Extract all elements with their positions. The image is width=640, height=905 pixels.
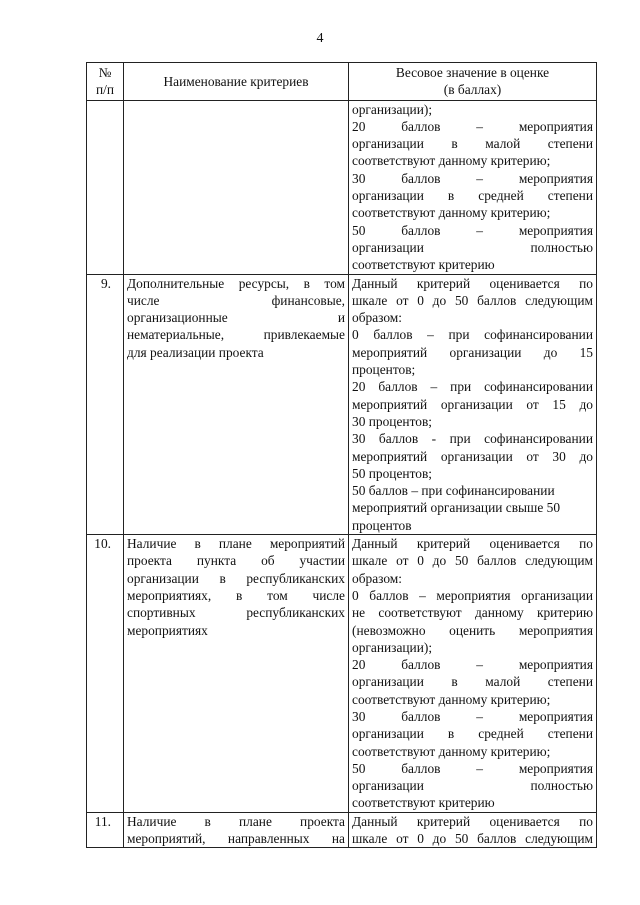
- criterion-weight: [349, 535, 597, 813]
- criterion-weight-line: организации полностью: [352, 778, 593, 794]
- criterion-name-line: для реализации проекта: [127, 344, 264, 360]
- criterion-name-line: мероприятий, направленных на: [127, 831, 345, 847]
- table-header-row: [87, 63, 597, 101]
- criterion-name-line: мероприятиях, в том числе: [127, 587, 345, 603]
- criterion-name-line: проекта пункта об участии: [127, 553, 345, 569]
- criterion-weight-line: шкале от 0 до 50 баллов следующим: [352, 553, 593, 569]
- criterion-weight-line: 50 баллов – при софинансировании: [352, 483, 555, 499]
- criterion-weight-line: соответствуют данному критерию;: [352, 153, 551, 169]
- criterion-weight-line: 0 баллов – мероприятия организации: [352, 587, 593, 603]
- criterion-weight-line: соответствуют данному критерию;: [352, 691, 551, 707]
- criterion-name: [124, 535, 349, 813]
- criterion-weight: [349, 812, 597, 847]
- criterion-weight-line: соответствуют критерию: [352, 257, 495, 273]
- criterion-weight: [349, 274, 597, 534]
- criterion-weight-line: шкале от 0 до 50 баллов следующим: [352, 292, 593, 308]
- criterion-name: [124, 812, 349, 847]
- criterion-weight-line: 20 баллов – мероприятия: [352, 118, 593, 134]
- criterion-name-line: нематериальные, привлекаемые: [127, 327, 345, 343]
- criterion-weight-line: 50 баллов – мероприятия: [352, 222, 593, 238]
- header-num-line: №: [98, 65, 112, 80]
- criterion-name: [124, 100, 349, 274]
- criterion-weight-line: шкале от 0 до 50 баллов следующим: [352, 831, 593, 847]
- criterion-weight-line: 50 баллов – мероприятия: [352, 760, 593, 776]
- criterion-weight-line: образом:: [352, 570, 402, 586]
- criteria-table: [86, 62, 597, 848]
- criterion-weight-line: процентов;: [352, 362, 416, 378]
- criterion-weight-line: 0 баллов – при софинансировании: [352, 327, 593, 343]
- criterion-weight-line: организации в малой степени: [352, 674, 593, 690]
- criterion-weight-line: не соответствуют данному критерию: [352, 605, 593, 621]
- criterion-weight-line: организации);: [352, 101, 433, 117]
- table-row: [87, 535, 597, 813]
- criterion-weight-line: 20 баллов – при софинансировании: [352, 379, 593, 395]
- header-num-line: п/п: [95, 82, 115, 98]
- table-row: [87, 100, 597, 274]
- criterion-name-line: спортивных республиканских: [127, 605, 345, 621]
- criterion-weight-line: 30 баллов – мероприятия: [352, 708, 593, 724]
- criterion-weight-line: 50 процентов;: [352, 465, 432, 481]
- criterion-weight-line: мероприятий организации от 30 до: [352, 448, 593, 464]
- criterion-weight-line: организации в средней степени: [352, 726, 593, 742]
- criterion-name-line: организационные и: [127, 310, 345, 326]
- criterion-weight-line: организации в малой степени: [352, 136, 593, 152]
- criterion-name-line: Наличие в плане мероприятий: [127, 536, 345, 552]
- row-number: 9.: [87, 274, 124, 534]
- table-row: [87, 274, 597, 534]
- criterion-weight-line: 20 баллов – мероприятия: [352, 657, 593, 673]
- header-name: Наименование критериев: [124, 63, 349, 101]
- criterion-weight-line: 30 баллов - при софинансировании: [352, 431, 593, 447]
- row-number: 11.: [87, 812, 124, 847]
- header-num: [87, 63, 124, 101]
- criterion-weight-line: 30 процентов;: [352, 413, 432, 429]
- criterion-weight-line: соответствуют критерию: [352, 795, 495, 811]
- criterion-weight-line: процентов: [352, 517, 412, 533]
- criterion-weight-line: соответствуют данному критерию;: [352, 205, 551, 221]
- table-row: [87, 812, 597, 847]
- row-number: 10.: [87, 535, 124, 813]
- row-number: [87, 100, 124, 274]
- criterion-weight-line: Данный критерий оценивается по: [352, 275, 593, 291]
- header-weight-line: Весовое значение в оценке: [395, 65, 550, 80]
- criterion-name-line: мероприятиях: [127, 622, 208, 638]
- criterion-weight-line: организации);: [352, 639, 433, 655]
- criterion-weight-line: организации в средней степени: [352, 188, 593, 204]
- criterion-name-line: числе финансовые,: [127, 292, 345, 308]
- criterion-weight-line: Данный критерий оценивается по: [352, 536, 593, 552]
- criterion-weight-line: соответствуют данному критерию;: [352, 743, 551, 759]
- criterion-name-line: Дополнительные ресурсы, в том: [127, 275, 345, 291]
- page-number: 4: [316, 31, 324, 46]
- criterion-weight-line: мероприятий организации от 15 до: [352, 396, 593, 412]
- header-weight: [349, 63, 597, 101]
- criterion-weight-line: (невозможно оценить мероприятия: [352, 622, 593, 638]
- criterion-weight-line: Данный критерий оценивается по: [352, 813, 593, 829]
- criterion-name: [124, 274, 349, 534]
- criterion-name-line: организации в республиканских: [127, 570, 345, 586]
- criterion-weight-line: образом:: [352, 310, 402, 326]
- criterion-weight: [349, 100, 597, 274]
- criterion-name-line: Наличие в плане проекта: [127, 813, 345, 829]
- criterion-weight-line: мероприятий организации свыше 50: [352, 500, 561, 516]
- criterion-weight-line: организации полностью: [352, 239, 593, 255]
- header-weight-line: (в баллах): [443, 82, 502, 98]
- criterion-weight-line: 30 баллов – мероприятия: [352, 170, 593, 186]
- criterion-weight-line: мероприятий организации до 15: [352, 344, 593, 360]
